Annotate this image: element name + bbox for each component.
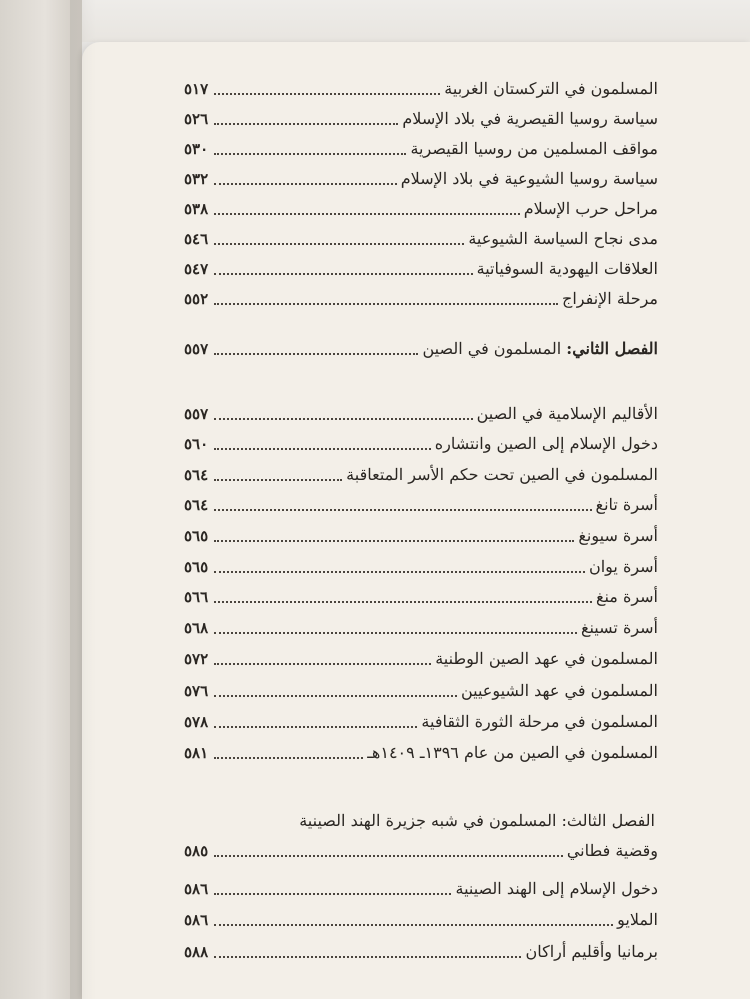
entry-page: ٥٧٨ [184, 713, 209, 731]
leader-dots [214, 601, 592, 603]
chapter-heading [184, 334, 658, 364]
entry-title: المسلمون في الصين تحت حكم الأسر المتعاقبة [346, 465, 658, 484]
entry-page: ٥١٧ [184, 80, 209, 98]
leader-dots [214, 353, 418, 355]
entry-title: مدى نجاح السياسة الشيوعية [468, 229, 658, 248]
chapter-heading [184, 836, 658, 866]
entry-page: ٥٦٤ [184, 466, 209, 484]
leader-dots [214, 273, 472, 275]
entry-title: الملايو [617, 910, 658, 929]
toc-entry [184, 874, 658, 904]
page-top-shadow [82, 0, 750, 42]
chapter-label: الفصل الثاني: [566, 339, 658, 358]
entry-title: الأقاليم الإسلامية في الصين [476, 404, 658, 423]
entry-page: ٥٨٥ [184, 842, 209, 860]
chapter-title-continued: وقضية فطاني [566, 841, 658, 860]
leader-dots [214, 924, 613, 926]
entry-title: دخول الإسلام إلى الهند الصينية [455, 879, 658, 898]
entry-page: ٥٦٨ [184, 619, 209, 637]
toc-entry [184, 254, 658, 284]
entry-title: أسرة يوان [588, 557, 658, 576]
entry-title: دخول الإسلام إلى الصين وانتشاره [434, 434, 658, 453]
entry-page: ٥٦٤ [184, 496, 209, 514]
chapter-heading-line: الفصل الثالث: المسلمون في شبه جزيرة الهند الصينية [299, 811, 655, 830]
toc-entry [184, 399, 658, 429]
entry-page: ٥٦٥ [184, 558, 209, 576]
toc-entry [184, 937, 658, 967]
entry-title: المسلمون في الصين من عام ١٣٩٦ـ ١٤٠٩هـ [367, 743, 658, 762]
toc-entry [184, 194, 658, 224]
entry-title: مرحلة الإنفراج [562, 289, 658, 308]
leader-dots [214, 243, 464, 245]
leader-dots [214, 153, 406, 155]
entry-title: أسرة منغ [595, 587, 658, 606]
entry-title: سياسة روسيا الشيوعية في بلاد الإسلام [400, 169, 658, 188]
leader-dots [214, 695, 457, 697]
toc-entry [184, 644, 658, 674]
entry-page: ٥٨٨ [184, 943, 209, 961]
toc-entry [184, 552, 658, 582]
entry-title: سياسة روسيا القيصرية في بلاد الإسلام [402, 109, 658, 128]
leader-dots [214, 479, 342, 481]
book-gutter [70, 0, 96, 999]
leader-dots [214, 213, 520, 215]
entry-page: ٥٤٧ [184, 260, 209, 278]
entry-page: ٥٨١ [184, 744, 209, 762]
entry-page: ٥٣٢ [184, 170, 209, 188]
toc-entry [184, 224, 658, 254]
leader-dots [214, 509, 591, 511]
toc-entry [184, 738, 658, 768]
entry-title: العلاقات اليهودية السوفياتية [476, 259, 658, 278]
leader-dots [214, 93, 440, 95]
entry-title: المسلمون في عهد الشيوعيين [460, 681, 658, 700]
toc-entry [184, 905, 658, 935]
toc-entry [184, 74, 658, 104]
leader-dots [214, 757, 363, 759]
leader-dots [214, 956, 521, 958]
entry-page: ٥٤٦ [184, 230, 209, 248]
toc-entry [184, 460, 658, 490]
leader-dots [214, 540, 574, 542]
entry-title: مراحل حرب الإسلام [523, 199, 658, 218]
entry-page: ٥٥٢ [184, 290, 209, 308]
toc-entry [184, 134, 658, 164]
entry-title: المسلمون في مرحلة الثورة الثقافية [421, 712, 658, 731]
leader-dots [214, 726, 417, 728]
entry-page: ٥٧٦ [184, 682, 209, 700]
entry-title: برمانيا وأقليم أراكان [525, 942, 658, 961]
entry-page: ٥٣٨ [184, 200, 209, 218]
entry-title: المسلمون في التركستان الغربية [444, 79, 658, 98]
entry-page: ٥٦٦ [184, 588, 209, 606]
toc-entry [184, 521, 658, 551]
entry-page: ٥٨٦ [184, 911, 209, 929]
entry-page: ٥٦٥ [184, 527, 209, 545]
leader-dots [214, 123, 398, 125]
entry-page: ٥٢٦ [184, 110, 209, 128]
entry-title: أسرة تانغ [595, 495, 658, 514]
leader-dots [214, 448, 431, 450]
entry-title: مواقف المسلمين من روسيا القيصرية [410, 139, 658, 158]
leader-dots [214, 663, 431, 665]
toc-entry [184, 284, 658, 314]
toc-entry [184, 104, 658, 134]
entry-page: ٥٧٢ [184, 650, 209, 668]
leader-dots [214, 303, 558, 305]
leader-dots [214, 183, 397, 185]
leader-dots [214, 571, 585, 573]
entry-page: ٥٣٠ [184, 140, 209, 158]
leader-dots [214, 855, 563, 857]
toc-entry [184, 164, 658, 194]
toc-entry [184, 613, 658, 643]
toc-entry [184, 582, 658, 612]
toc-entry [184, 429, 658, 459]
entry-page: ٥٨٦ [184, 880, 209, 898]
entry-page: ٥٥٧ [184, 340, 209, 358]
entry-title: أسرة سيونغ [578, 526, 658, 545]
chapter-name: المسلمون في الصين [422, 339, 562, 358]
leader-dots [214, 418, 472, 420]
leader-dots [214, 893, 451, 895]
toc-entry [184, 676, 658, 706]
entry-title: المسلمون في عهد الصين الوطنية [435, 649, 658, 668]
chapter-title [422, 334, 658, 364]
toc-entry [184, 707, 658, 737]
toc-entry [184, 490, 658, 520]
entry-page: ٥٥٧ [184, 405, 209, 423]
leader-dots [214, 632, 577, 634]
entry-title: أسرة تسينغ [580, 618, 658, 637]
entry-page: ٥٦٠ [184, 435, 209, 453]
